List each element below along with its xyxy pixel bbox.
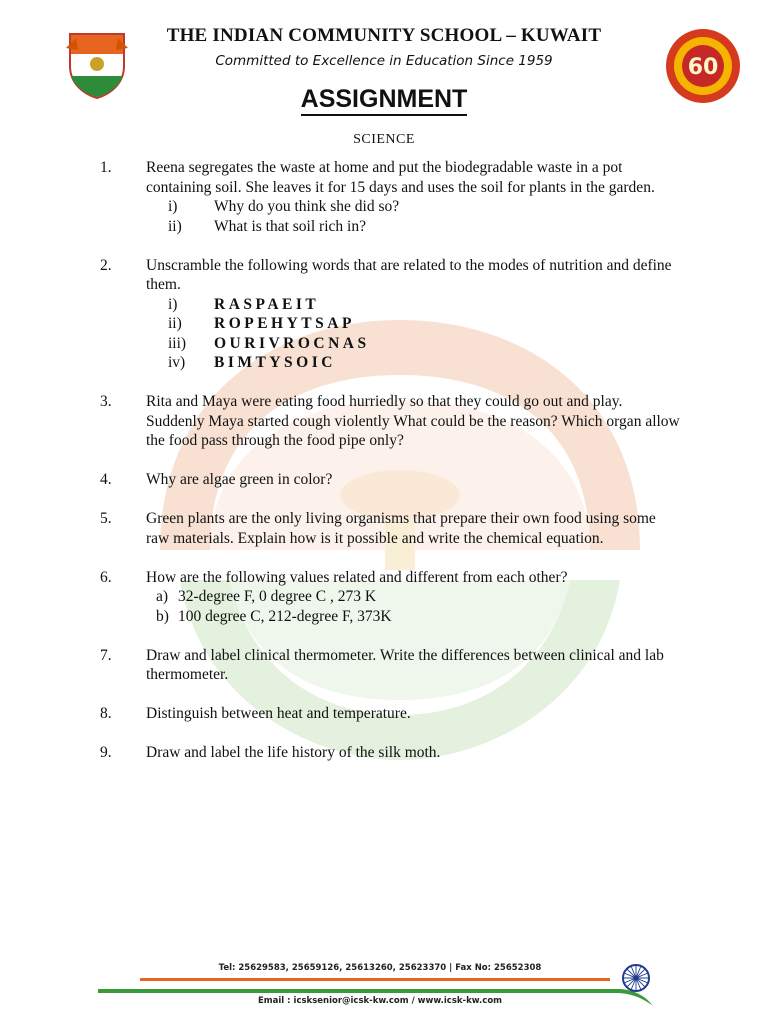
footer-contact: Tel: 25629583, 25659126, 25613260, 25623370 | Fax No: 25652308: [218, 963, 542, 973]
question-number: 4.: [100, 471, 112, 488]
sub-label: ii): [168, 315, 182, 332]
question-text: How are the following values related and different from each other?: [146, 568, 568, 586]
question-3: [100, 392, 680, 451]
sub-text: Why do you think she did so?: [214, 198, 400, 215]
question-text: Distinguish between heat and temperature.: [146, 705, 411, 722]
question-2: [100, 256, 680, 373]
sub-label: ii): [168, 217, 182, 235]
scrambled-word: [146, 314, 680, 334]
question-text: Green plants are the only living organisms that prepare their own food using some raw materials. Explain how is it possible and write the chemical equation.: [146, 510, 656, 547]
question-number: 1.: [100, 159, 112, 176]
school-logo: [62, 26, 132, 100]
question-number: 8.: [100, 705, 112, 722]
question-7: [100, 646, 680, 685]
sub-question: [146, 607, 680, 627]
question-text: Draw and label clinical thermometer. Write the differences between clinical and lab thermometer.: [146, 646, 664, 683]
question-1: [100, 158, 680, 236]
question-number: 2.: [100, 256, 112, 274]
question-6: [100, 568, 680, 627]
question-text: Rita and Maya were eating food hurriedly so that they could go out and play. Suddenly Maya started cough violently What could be the reason? Which organ allow the food pass through the food pipe only?: [146, 393, 680, 449]
sub-text: 32-degree F, 0 degree C , 273 K: [178, 588, 377, 605]
sub-label: b): [156, 607, 169, 625]
sub-text: 100 degree C, 212-degree F, 373K: [178, 607, 392, 625]
question-number: 9.: [100, 744, 112, 761]
footer-email: Email : icsksenior@icsk-kw.com / www.icsk-kw.com: [257, 996, 503, 1006]
sub-question: [146, 197, 680, 217]
sub-question: [146, 587, 680, 607]
question-4: [100, 470, 680, 490]
question-5: [100, 509, 680, 548]
sub-label: i): [168, 295, 178, 313]
sub-question: [146, 217, 680, 237]
subject-heading: SCIENCE: [353, 132, 415, 147]
sub-text: What is that soil rich in?: [214, 217, 366, 235]
sub-label: a): [156, 588, 169, 605]
sub-label: i): [168, 198, 178, 215]
anniversary-number: 60: [687, 55, 719, 80]
footer-orange-rule: [140, 978, 610, 981]
question-number: 5.: [100, 510, 112, 527]
question-number: 6.: [100, 568, 112, 586]
sub-label: iv): [168, 354, 186, 371]
question-text: Unscramble the following words that are related to the modes of nutrition and define them.: [146, 256, 672, 293]
sub-text: OURIVROCNAS: [214, 334, 370, 352]
question-text: Draw and label the life history of the silk moth.: [146, 744, 441, 761]
question-number: 3.: [100, 393, 112, 410]
scrambled-word: [146, 295, 680, 315]
sub-text: ROPEHYTSAP: [214, 315, 355, 332]
school-motto: Committed to Excellence in Education Since 1959: [215, 53, 553, 69]
school-name: THE INDIAN COMMUNITY SCHOOL – KUWAIT: [166, 25, 602, 46]
question-text: Reena segregates the waste at home and put the biodegradable waste in a pot containing soil. She leaves it for 15 days and uses the soil for plants in the garden.: [146, 159, 655, 196]
ashoka-chakra-icon: [620, 962, 652, 994]
question-number: 7.: [100, 646, 112, 664]
sub-text: RASPAEIT: [214, 295, 320, 313]
title-text: ASSIGNMENT: [301, 85, 468, 116]
sub-label: iii): [168, 334, 187, 352]
question-8: [100, 704, 680, 724]
anniversary-60-logo: [664, 27, 742, 105]
scrambled-word: [146, 353, 680, 373]
question-9: [100, 743, 680, 763]
scrambled-word: [146, 334, 680, 354]
question-list: [100, 158, 680, 782]
question-text: Why are algae green in color?: [146, 471, 333, 488]
sub-text: BIMTYSOIC: [214, 354, 336, 371]
